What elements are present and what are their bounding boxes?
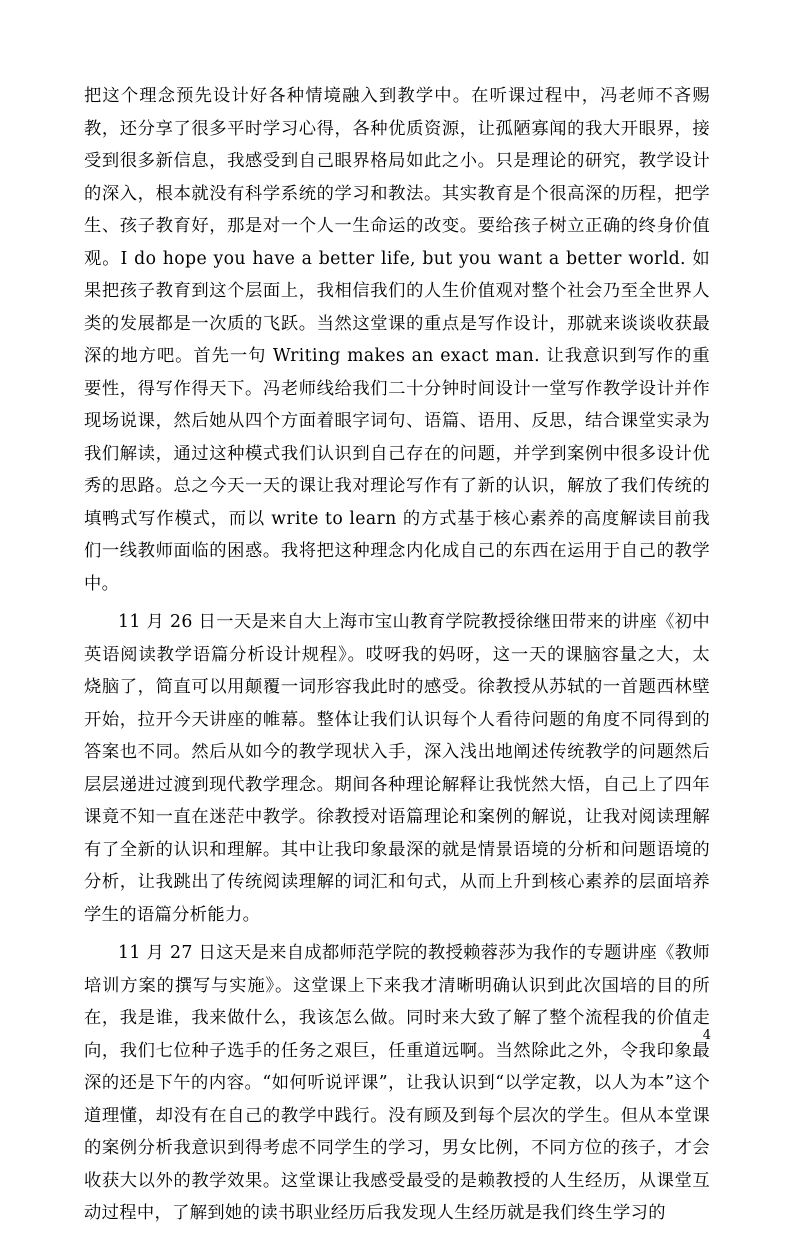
paragraph-3: 11 月 27 日这天是来自成都师范学院的教授赖蓉莎为我作的专题讲座《教师培训方案的撰写与实施》。这堂课上下来我才清晰明确认识到此次国培的目的所在，我是谁，我来做什么，我该怎么做。同时来大致了解了整个流程我的价值走向，我们七位种子选手的任务之艰巨，任重道远啊。当然除此之外，令我印象最深的还是下午的内容。“如何听说评课”，让我认识到“以学定教，以人为本”这个道理懂，却没有在自己的教学中践行。没有顾及到每个层次的学生。但从本堂课的案例分析我意识到得考虑不同学生的学习，男女比例，不同方位的孩子，才会收获大以外的教学效果。这堂课让我感受最受的是赖教授的人生经历，从课堂互动过程中，了解到她的读书职业经历后我发现人生经历就是我们终生学习的 xyxy=(84,943,710,1223)
body-text xyxy=(84,80,710,1236)
page-number: 4 xyxy=(702,1028,711,1043)
paragraph-1: 把这个理念预先设计好各种情境融入到教学中。在听课过程中，冯老师不吝赐教，还分享了很多平时学习心得，各种优质资源，让孤陋寡闻的我大开眼界，接受到很多新信息，我感受到自己眼界格局如此之小。只是理论的研究，教学设计的深入，根本就没有科学系统的学习和教法。其实教育是个很高深的历程，把学生、孩子教育好，那是对一个人一生命运的改变。要给孩子树立正确的终身价值观。I do hope you have a better life, but you want a better world. 如果把孩子教育到这个层面上，我相信我们的人生价值观对整个社会乃至全世界人类的发展都是一次质的飞跃。当然这堂课的重点是写作设计，那就来谈谈收获最深的地方吧。首先一句 Writing makes an exact man. 让我意识到写作的重要性，得写作得天下。冯老师线给我们二十分钟时间设计一堂写作教学设计并作现场说课，然后她从四个方面着眼字词句、语篇、语用、反思，结合课堂实录为我们解读，通过这种模式我们认识到自己存在的问题，并学到案例中很多设计优秀的思路。总之今天一天的课让我对理论写作有了新的认识，解放了我们传统的填鸭式写作模式，而以 write to learn 的方式基于核心素养的高度解读目前我们一线教师面临的困惑。我将把这种理念内化成自己的东西在运用于自己的教学中。 xyxy=(84,86,710,594)
paragraph-2: 11 月 26 日一天是来自大上海市宝山教育学院教授徐继田带来的讲座《初中英语阅读教学语篇分析设计规程》。哎呀我的妈呀，这一天的课脑容量之大，太烧脑了，简直可以用颠覆一词形容我此时的感受。徐教授从苏轼的一首题西林壁开始，拉开今天讲座的帷幕。整体让我们认识每个人看待问题的角度不同得到的答案也不同。然后从如今的教学现状入手，深入浅出地阐述传统教学的问题然后层层递进过渡到现代教学理念。期间各种理论解释让我恍然大悟，自己上了四年课竟不知一直在迷茫中教学。徐教授对语篇理论和案例的解说，让我对阅读理解有了全新的认识和理解。其中让我印象最深的就是情景语境的分析和问题语境的分析，让我跳出了传统阅读理解的词汇和句式，从而上升到核心素养的层面培养学生的语篇分析能力。 xyxy=(84,612,710,925)
